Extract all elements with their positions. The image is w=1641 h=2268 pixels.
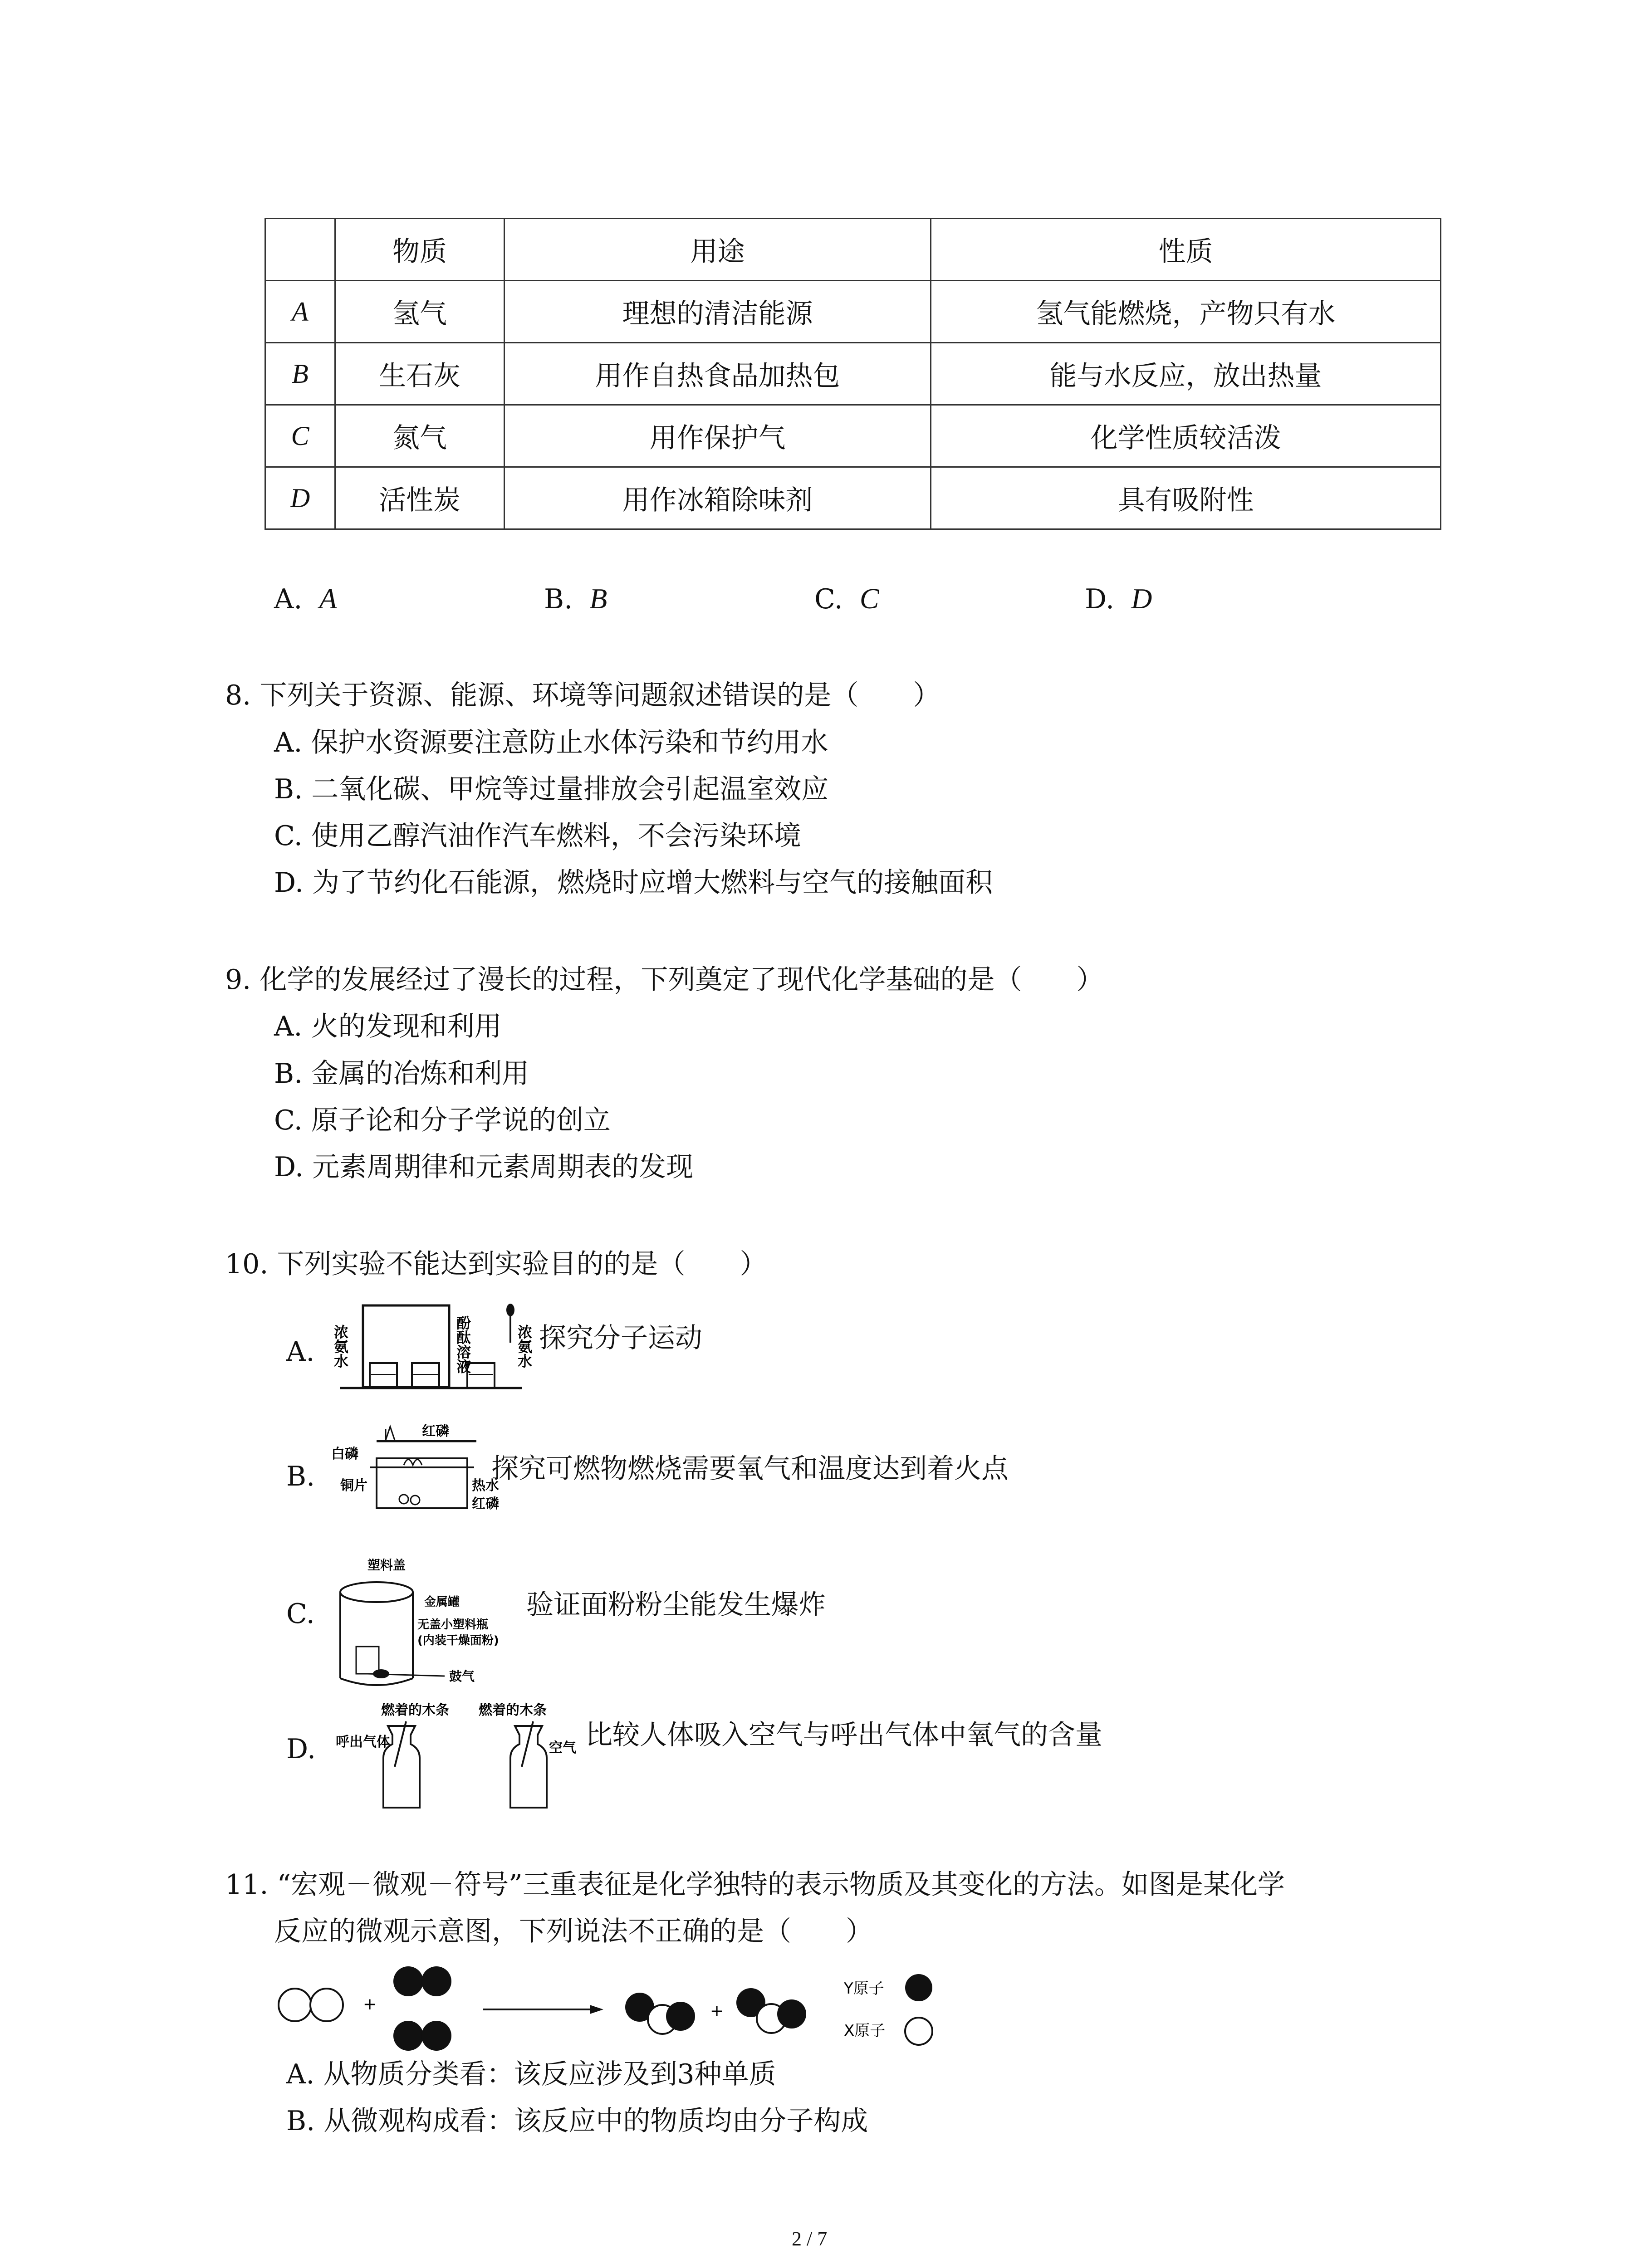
q8-option-a[interactable]: A. 保护水资源要注意防止水体污染和节约用水 [274, 727, 828, 758]
reaction-micro-diagram [272, 1960, 975, 2059]
q7-option-a[interactable] [274, 582, 337, 615]
q11-stem-line2: 反应的微观示意图，下列说法不正确的是（ ） [274, 1916, 873, 1947]
fig-label: 热水 [472, 1478, 499, 1494]
row-substance: 氮气 [335, 405, 505, 467]
fig-label: (内装干燥面粉) [417, 1634, 499, 1647]
option-label: C. [814, 583, 843, 615]
table-row [265, 467, 1441, 529]
row-substance: 生石灰 [335, 343, 505, 405]
combustion-apparatus-figure [331, 1422, 499, 1526]
y-atom-icon [421, 1966, 451, 1996]
plus-sign: + [710, 2002, 724, 2020]
fig-label: 铜片 [340, 1478, 367, 1494]
table-header-cell: 用途 [505, 219, 931, 281]
breath-comparison-figure [336, 1699, 594, 1817]
table-header-cell: 物质 [335, 219, 505, 281]
property-table [265, 218, 1441, 530]
option-label: B. [544, 583, 573, 615]
q9-option-d[interactable]: D. 元素周期律和元素周期表的发现 [274, 1151, 694, 1183]
y-atom-icon [421, 2021, 451, 2051]
row-property: 氢气能燃烧，产物只有水 [931, 281, 1441, 343]
q7-option-d[interactable] [1085, 582, 1152, 615]
fig-label: 白磷 [331, 1446, 358, 1462]
q9-option-a[interactable]: A. 火的发现和利用 [274, 1011, 502, 1042]
y-atom-icon [393, 1966, 423, 1996]
table-row [265, 405, 1441, 467]
q10-stem: 10. 下列实验不能达到实验目的的是（ ） [225, 1248, 767, 1280]
row-use: 用作保护气 [505, 405, 931, 467]
x-atom-legend-icon [905, 2018, 932, 2045]
q10-option-c-label[interactable]: C. [286, 1598, 315, 1630]
q7-option-c[interactable] [814, 582, 879, 615]
option-value: B [589, 582, 607, 615]
fig-label: 塑料盖 [367, 1558, 406, 1573]
q8-option-b[interactable]: B. 二氧化碳、甲烷等过量排放会引起温室效应 [274, 773, 829, 805]
x-atom-icon [310, 1989, 343, 2021]
fig-label: 浓氨水 [332, 1325, 349, 1368]
plus-sign: + [363, 1995, 377, 2014]
row-use: 用作自热食品加热包 [505, 343, 931, 405]
x-atom-icon [279, 1989, 311, 2021]
table-header-cell: 性质 [931, 219, 1441, 281]
q10-option-a-text: 探究分子运动 [539, 1322, 702, 1354]
q8-option-c[interactable]: C. 使用乙醇汽油作汽车燃料，不会污染环境 [274, 820, 801, 852]
legend-y-label: Y原子 [844, 1980, 884, 1998]
row-property: 具有吸附性 [931, 467, 1441, 529]
q10-option-a-label[interactable]: A. [286, 1336, 315, 1368]
page-number: 2 / 7 [792, 2228, 828, 2250]
table-header-row [265, 219, 1441, 281]
dust-explosion-apparatus-figure [331, 1556, 513, 1696]
row-property: 能与水反应，放出热量 [931, 343, 1441, 405]
q8-option-d[interactable]: D. 为了节约化石能源，燃烧时应增大燃料与空气的接触面积 [274, 867, 993, 899]
option-value: D [1131, 582, 1152, 615]
y-atom-icon [777, 1999, 806, 2028]
option-label: A. [274, 583, 303, 615]
table-row [265, 343, 1441, 405]
fig-label: 燃着的木条 [479, 1702, 547, 1718]
table-row [265, 281, 1441, 343]
row-use: 理想的清洁能源 [505, 281, 931, 343]
fig-label: 红磷 [422, 1423, 449, 1439]
q10-option-d-text: 比较人体吸入空气与呼出气体中氧气的含量 [585, 1719, 1102, 1751]
option-value: A [319, 582, 337, 615]
fig-label: 浓氨水 [515, 1325, 533, 1368]
row-property: 化学性质较活泼 [931, 405, 1441, 467]
legend-x-label: X原子 [844, 2022, 886, 2040]
fig-label: 金属罐 [424, 1595, 460, 1609]
q9-option-c[interactable]: C. 原子论和分子学说的创立 [274, 1105, 611, 1136]
q10-option-b-text: 探究可燃物燃烧需要氧气和温度达到着火点 [491, 1453, 1009, 1485]
row-key: D [265, 467, 335, 529]
q9-stem: 9. 化学的发展经过了漫长的过程，下列奠定了现代化学基础的是（ ） [225, 964, 1104, 996]
row-substance: 活性炭 [335, 467, 505, 529]
y-atom-icon [393, 2021, 423, 2051]
fig-label: 燃着的木条 [381, 1702, 449, 1718]
q10-option-d-label[interactable]: D. [286, 1733, 316, 1765]
row-key: C [265, 405, 335, 467]
fig-label: 无盖小塑料瓶 [417, 1618, 489, 1632]
q11-option-a[interactable]: A. 从物质分类看：该反应涉及到3种单质 [286, 2058, 776, 2090]
fig-label: 空气 [549, 1740, 576, 1756]
diffusion-apparatus-figure [331, 1297, 531, 1406]
fig-label: 红磷 [472, 1496, 499, 1512]
fig-label: 呼出气体 [336, 1734, 390, 1750]
y-atom-legend-icon [905, 1974, 932, 2001]
q9-option-b[interactable]: B. 金属的冶炼和利用 [274, 1058, 529, 1090]
option-label: D. [1085, 583, 1115, 615]
row-use: 用作冰箱除味剂 [505, 467, 931, 529]
q8-stem: 8. 下列关于资源、能源、环境等问题叙述错误的是（ ） [225, 679, 941, 711]
q11-stem-line1: 11. “宏观－微观－符号”三重表征是化学独特的表示物质及其变化的方法。如图是某化学 [225, 1869, 1285, 1901]
fig-label: 鼓气 [449, 1669, 475, 1684]
row-key: A [265, 281, 335, 343]
row-substance: 氢气 [335, 281, 505, 343]
q10-option-b-label[interactable]: B. [286, 1461, 315, 1492]
q7-option-b[interactable] [544, 582, 607, 615]
row-key: B [265, 343, 335, 405]
option-value: C [859, 582, 879, 615]
q10-option-c-text: 验证面粉粉尘能发生爆炸 [526, 1589, 826, 1621]
fig-label: 酚酞溶液 [454, 1315, 471, 1374]
table-header-cell [265, 219, 335, 281]
q11-option-b[interactable]: B. 从微观构成看：该反应中的物质均由分子构成 [286, 2105, 868, 2137]
y-atom-icon [666, 2002, 695, 2031]
